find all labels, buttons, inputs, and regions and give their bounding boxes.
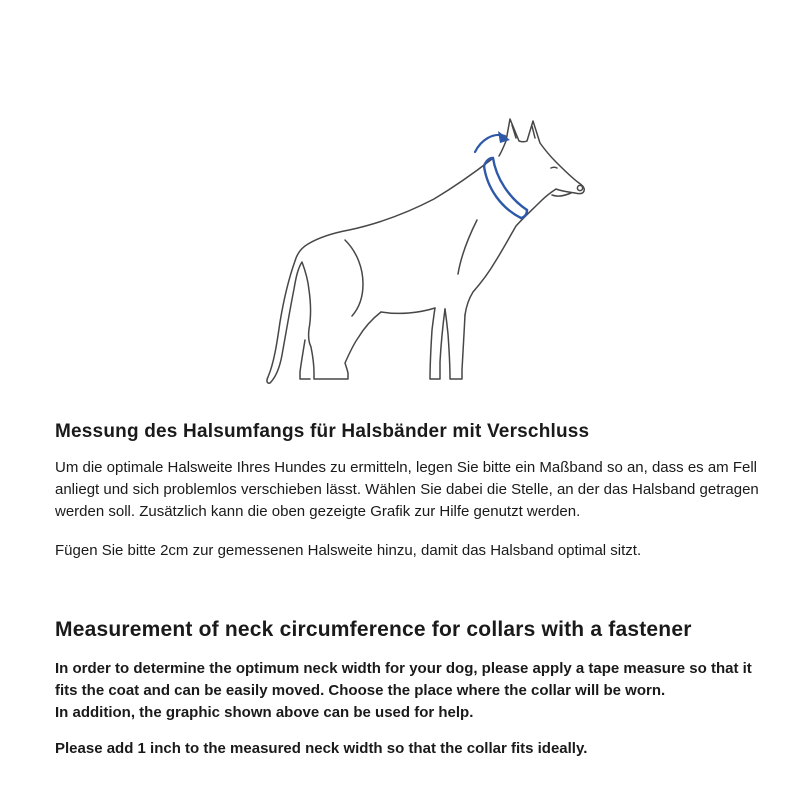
dog-front-leg-far [430, 308, 445, 379]
collar-inner-edge [493, 158, 527, 210]
measurement-arrow-icon [475, 131, 510, 152]
dog-front-leg-near [445, 309, 465, 379]
collar-outer-edge [484, 166, 521, 218]
collar-bottom-join [521, 210, 527, 218]
dog-nose [577, 185, 582, 190]
german-instructions: Um die optimale Halsweite Ihres Hundes zu ermitteln, legen Sie bitte ein Maßband so an, dass es am Fell anliegt und sich problemlos verschieben lässt. Wählen Sie dabei die Stelle, an der das Halsband getragen werden soll. Zusätzlich kann die oben gezeigte Grafik zur Hilfe genutzt werden. [55, 459, 759, 520]
german-heading: Messung des Halsumfangs für Halsbänder mit Verschluss [55, 421, 590, 442]
english-sizing-note: Please add 1 inch to the measured neck width so that the collar fits ideally. [55, 740, 588, 757]
dog-outline [267, 119, 584, 383]
dog-shoulder-line [458, 220, 477, 274]
english-instructions-part2: In addition, the graphic shown above can be used for help. [55, 704, 474, 721]
dog-line-art [253, 112, 593, 404]
dog-haunch-line [345, 240, 363, 316]
dog-belly-path [381, 308, 435, 313]
dog-eye [551, 167, 557, 168]
english-instructions [55, 658, 761, 724]
english-instructions-part1: In order to determine the optimum neck width for your dog, please apply a tape measure so that it fits the coat and can be easily moved. Choose the place where the collar will be worn. [55, 660, 752, 699]
dog-hind-leg-far [300, 340, 310, 379]
english-heading: Measurement of neck circumference for collars with a fastener [55, 618, 692, 641]
collar-graphic [484, 158, 527, 218]
dog-mouth-line [552, 193, 571, 196]
dog-illustration [253, 112, 593, 404]
german-sizing-note: Fügen Sie bitte 2cm zur gemessenen Halsweite hinzu, damit das Halsband optimal sitzt. [55, 542, 642, 559]
